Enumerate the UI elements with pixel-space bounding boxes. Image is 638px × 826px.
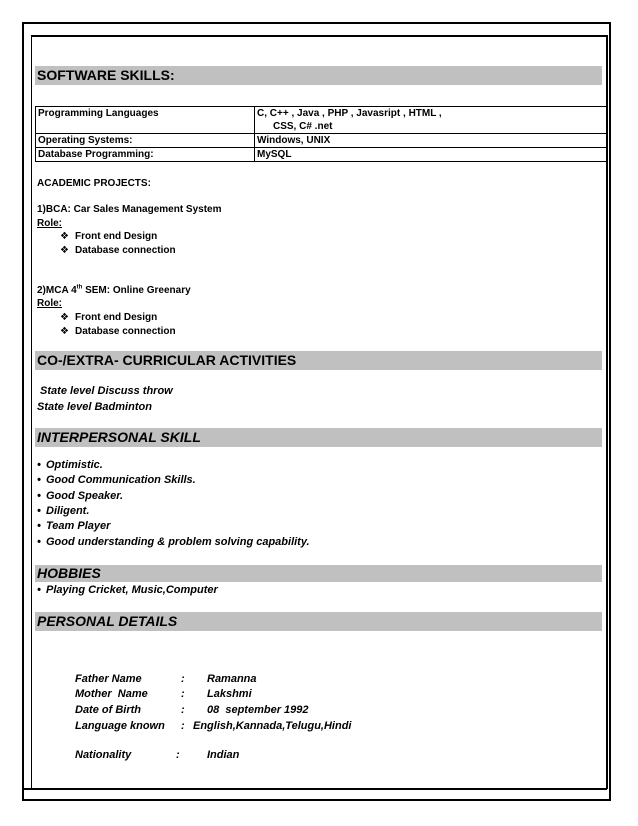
personal-label: Father Name — [75, 673, 142, 685]
table-cell-value-line: CSS, C# .net — [273, 121, 333, 132]
page-border-inner-top — [32, 35, 607, 37]
activities-heading: CO-/EXTRA- CURRICULAR ACTIVITIES — [35, 351, 602, 370]
list-item: • Diligent. — [37, 505, 90, 517]
table-cell-value-line: C, C++ , Java , PHP , Javasript , HTML , — [257, 108, 442, 119]
list-item: • Team Player — [37, 520, 111, 532]
diamond-bullet-icon: ❖ — [60, 326, 69, 337]
personal-colon: : — [181, 688, 185, 700]
diamond-bullet-icon: ❖ — [60, 245, 69, 256]
table-cell-value: Windows, UNIX — [255, 134, 607, 148]
personal-label: Nationality — [75, 749, 132, 761]
personal-colon: : — [181, 704, 185, 716]
page-border-inner-bottom — [24, 788, 607, 790]
personal-value: Lakshmi — [207, 688, 252, 700]
table-cell-value — [255, 107, 607, 134]
personal-value: 08 september 1992 — [207, 704, 309, 716]
personal-colon: : — [181, 673, 185, 685]
list-item: • Good Speaker. — [37, 490, 124, 502]
table-cell-value: MySQL — [255, 148, 607, 162]
table-row — [36, 134, 607, 148]
personal-colon: : — [181, 720, 185, 732]
list-item: • Good understanding & problem solving capability. — [37, 536, 310, 548]
personal-value: Indian — [207, 749, 240, 761]
bullet-icon: • — [37, 490, 41, 502]
project-title: 1)BCA: Car Sales Management System — [37, 204, 222, 215]
personal-label: Mother Name — [75, 688, 148, 700]
list-item: ❖ Front end Design — [60, 312, 158, 323]
table-cell-label: Database Programming: — [36, 148, 255, 162]
bullet-icon: • — [37, 536, 41, 548]
list-item: State level Badminton — [37, 401, 152, 413]
bullet-icon: • — [37, 520, 41, 532]
bullet-icon: • — [37, 474, 41, 486]
list-item: • Playing Cricket, Music,Computer — [37, 584, 218, 596]
role-label: Role: — [37, 218, 62, 229]
list-item: State level Discuss throw — [37, 385, 173, 397]
list-item: • Optimistic. — [37, 459, 103, 471]
personal-label: Language known — [75, 720, 165, 732]
table-cell-label: Programming Languages — [36, 107, 255, 134]
diamond-bullet-icon: ❖ — [60, 312, 69, 323]
interpersonal-heading: INTERPERSONAL SKILL — [35, 428, 602, 447]
bullet-icon: • — [37, 459, 41, 471]
personal-label: Date of Birth — [75, 704, 141, 716]
academic-projects-heading: ACADEMIC PROJECTS: — [37, 178, 151, 189]
software-skills-table — [35, 106, 607, 162]
personal-colon: : — [176, 749, 180, 761]
software-skills-heading: SOFTWARE SKILLS: — [35, 66, 602, 85]
list-item: ❖ Database connection — [60, 245, 176, 256]
bullet-icon: • — [37, 505, 41, 517]
table-row — [36, 107, 607, 134]
diamond-bullet-icon: ❖ — [60, 231, 69, 242]
list-item: ❖ Database connection — [60, 326, 176, 337]
page-border-inner-left — [31, 35, 32, 789]
personal-details-heading: PERSONAL DETAILS — [35, 612, 602, 631]
bullet-icon: • — [37, 584, 41, 596]
hobbies-heading: HOBBIES — [35, 565, 602, 582]
table-cell-label: Operating Systems: — [36, 134, 255, 148]
project-title: 2)MCA 4th SEM: Online Greenary — [37, 284, 191, 296]
personal-value: English,Kannada,Telugu,Hindi — [193, 720, 352, 732]
role-label: Role: — [37, 298, 62, 309]
list-item: ❖ Front end Design — [60, 231, 158, 242]
personal-value: Ramanna — [207, 673, 257, 685]
table-row — [36, 148, 607, 162]
list-item: • Good Communication Skills. — [37, 474, 196, 486]
